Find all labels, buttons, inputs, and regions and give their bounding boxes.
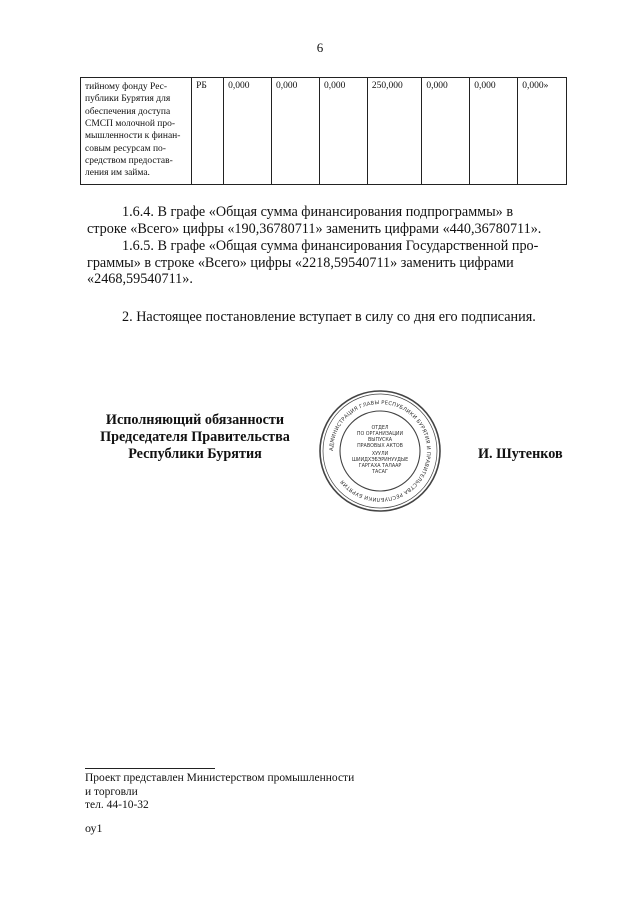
value-cell: 0,000» (518, 78, 567, 185)
page-number: 6 (316, 40, 324, 55)
seal-text-line: ПРАВОВЫХ АКТОВ (357, 444, 403, 449)
footnote-line: тел. 44-10-32 (85, 799, 149, 811)
seal-text-line: ОТДЕЛ (371, 426, 389, 431)
table-row (81, 78, 567, 185)
footnote-divider (85, 768, 215, 769)
signatory-title (100, 412, 290, 463)
paragraph-line: «2468,59540711». (87, 271, 193, 287)
paragraph-1-6-5 (87, 238, 571, 288)
description-line: тийному фонду Рес- (85, 82, 168, 92)
seal-text-line: ХУУЛИ (371, 452, 389, 457)
paragraph-line: 1.6.5. В графе «Общая сумма финансирования Государственной про- (122, 238, 539, 254)
value-cell: 0,000 (272, 78, 320, 185)
seal-text-line: ШИИДХЭБЭРИНУУДЫЕ (351, 458, 409, 463)
footnote-line: и торговли (85, 785, 138, 798)
document-code: оу1 (85, 821, 103, 835)
program-description-cell (81, 78, 192, 185)
value-cell: 0,000 (319, 78, 367, 185)
svg-text:АДМИНИСТРАЦИЯ ГЛАВЫ РЕСПУБЛИКИ (329, 400, 431, 502)
financing-table (80, 77, 567, 185)
paragraph-2 (87, 309, 571, 326)
description-line: мышленности к финан- (85, 131, 181, 142)
footnote-line: Проект представлен Министерством промышленности (85, 772, 355, 784)
description-line: СМСП молочной про- (85, 119, 176, 130)
value-cell: 0,000 (422, 78, 470, 185)
paragraph-line: граммы» в строке «Всего» цифры «2218,59540711» заменить цифрами (87, 254, 514, 271)
official-seal-stamp (318, 389, 442, 513)
seal-text-line: ГАРГАХА ТАЛААР (358, 464, 402, 469)
paragraph-line: 1.6.4. В графе «Общая сумма финансирования подпрограммы» в (122, 204, 514, 220)
signatory-title-line: Республики Бурятия (128, 446, 262, 462)
value-cell: 0,000 (470, 78, 518, 185)
footnote (85, 772, 415, 813)
signatory-title-line: Исполняющий обязанности (105, 412, 285, 428)
description-line: публики Бурятия для (85, 94, 171, 105)
seal-text-line: ВЫПУСКА (367, 438, 393, 443)
description-line: ления им займа. (85, 168, 150, 179)
paragraph-line: 2. Настоящее постановление вступает в силу со дня его подписания. (122, 309, 536, 325)
description-line: обеспечения доступа (85, 106, 171, 117)
funding-source-cell: РБ (192, 78, 224, 185)
signatory-name: И. Шутенков (478, 446, 563, 462)
seal-text-line: ТАСАГ (372, 470, 388, 475)
description-line: средством предостав- (85, 156, 173, 167)
value-cell: 0,000 (224, 78, 272, 185)
seal-text-line: ПО ОРГАНИЗАЦИИ (356, 432, 404, 437)
seal-ring-text: АДМИНИСТРАЦИЯ ГЛАВЫ РЕСПУБЛИКИ БУРЯТИЯ И ПРАВИТЕЛЬСТВА РЕСПУБЛИКИ БУРЯТИЯ (328, 399, 432, 503)
paragraph-1-6-4 (87, 204, 571, 237)
signatory-title-line: Председателя Правительства (100, 429, 290, 445)
description-line: совым ресурсам по- (85, 143, 166, 154)
value-cell: 250,000 (367, 78, 422, 185)
paragraph-line: строке «Всего» цифры «190,36780711» заменить цифрами «440,36780711». (87, 220, 542, 237)
